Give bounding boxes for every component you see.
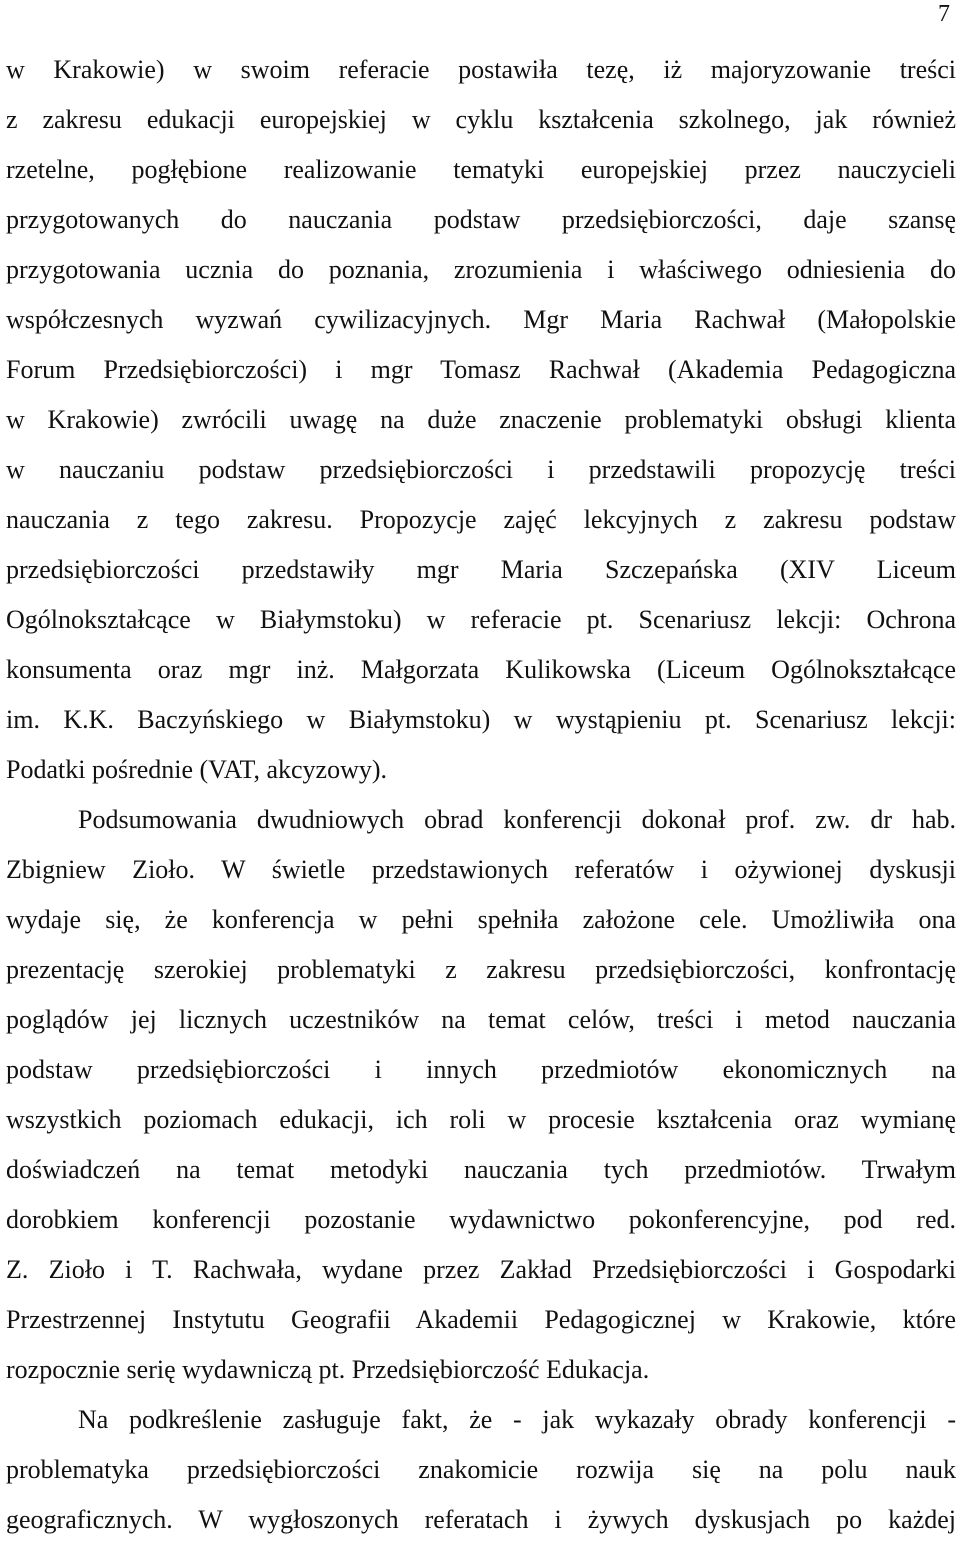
text-line: rzetelne, pogłębione realizowanie tematyki europejskiej przez nauczycieli bbox=[6, 155, 956, 184]
text-line: wydaje się, że konferencja w pełni spełniła założone cele. Umożliwiła ona bbox=[6, 905, 956, 934]
text-line: konsumenta oraz mgr inż. Małgorzata Kulikowska (Liceum Ogólnokształcące bbox=[6, 655, 956, 684]
text-line: przedsiębiorczości przedstawiły mgr Maria Szczepańska (XIV Liceum bbox=[6, 555, 956, 584]
text-line: w nauczaniu podstaw przedsiębiorczości i przedstawili propozycję treści bbox=[6, 455, 956, 484]
text-line: poglądów jej licznych uczestników na temat celów, treści i metod nauczania bbox=[6, 1005, 956, 1034]
text-line: podstaw przedsiębiorczości i innych przedmiotów ekonomicznych na bbox=[6, 1055, 956, 1084]
text-line: przygotowanych do nauczania podstaw przedsiębiorczości, daje szansę bbox=[6, 205, 956, 234]
text-line: rozpocznie serię wydawniczą pt. Przedsiębiorczość Edukacja. bbox=[6, 1355, 650, 1384]
text-line: im. K.K. Baczyńskiego w Białymstoku) w wystąpieniu pt. Scenariusz lekcji: bbox=[6, 705, 956, 734]
text-line: Podatki pośrednie (VAT, akcyzowy). bbox=[6, 755, 388, 784]
paragraph-2 bbox=[6, 795, 956, 1395]
text-line: Forum Przedsiębiorczości) i mgr Tomasz Rachwał (Akademia Pedagogiczna bbox=[6, 355, 956, 384]
text-line: Z. Zioło i T. Rachwała, wydane przez Zakład Przedsiębiorczości i Gospodarki bbox=[6, 1255, 956, 1284]
text-line: w Krakowie) zwrócili uwagę na duże znaczenie problematyki obsługi klienta bbox=[6, 405, 956, 434]
text-line: nauczania z tego zakresu. Propozycje zajęć lekcyjnych z zakresu podstaw bbox=[6, 505, 956, 534]
page-number: 7 bbox=[938, 1, 950, 27]
text-line: Przestrzennej Instytutu Geografii Akademii Pedagogicznej w Krakowie, które bbox=[6, 1305, 956, 1334]
text-line: Zbigniew Zioło. W świetle przedstawionych referatów i ożywionej dyskusji bbox=[6, 855, 956, 884]
document-body bbox=[6, 45, 956, 1545]
text-line: Na podkreślenie zasługuje fakt, że - jak wykazały obrady konferencji - bbox=[78, 1405, 956, 1434]
text-line: współczesnych wyzwań cywilizacyjnych. Mgr Maria Rachwał (Małopolskie bbox=[6, 305, 956, 334]
text-line: Podsumowania dwudniowych obrad konferencji dokonał prof. zw. dr hab. bbox=[78, 805, 956, 834]
document-page bbox=[6, 0, 956, 1533]
text-line: z zakresu edukacji europejskiej w cyklu kształcenia szkolnego, jak również bbox=[6, 105, 956, 134]
paragraph-1 bbox=[6, 45, 956, 795]
text-line: prezentację szerokiej problematyki z zakresu przedsiębiorczości, konfrontację bbox=[6, 955, 956, 984]
text-line: wszystkich poziomach edukacji, ich roli w procesie kształcenia oraz wymianę bbox=[6, 1105, 956, 1134]
paragraph-3 bbox=[6, 1395, 956, 1545]
text-line: Ogólnokształcące w Białymstoku) w referacie pt. Scenariusz lekcji: Ochrona bbox=[6, 605, 956, 634]
text-line: dorobkiem konferencji pozostanie wydawnictwo pokonferencyjne, pod red. bbox=[6, 1205, 956, 1234]
text-line: geograficznych. W wygłoszonych referatach i żywych dyskusjach po każdej bbox=[6, 1505, 956, 1534]
text-line: w Krakowie) w swoim referacie postawiła tezę, iż majoryzowanie treści bbox=[6, 55, 956, 84]
text-line: problematyka przedsiębiorczości znakomicie rozwija się na polu nauk bbox=[6, 1455, 956, 1484]
text-line: doświadczeń na temat metodyki nauczania tych przedmiotów. Trwałym bbox=[6, 1155, 956, 1184]
text-line: przygotowania ucznia do poznania, zrozumienia i właściwego odniesienia do bbox=[6, 255, 956, 284]
